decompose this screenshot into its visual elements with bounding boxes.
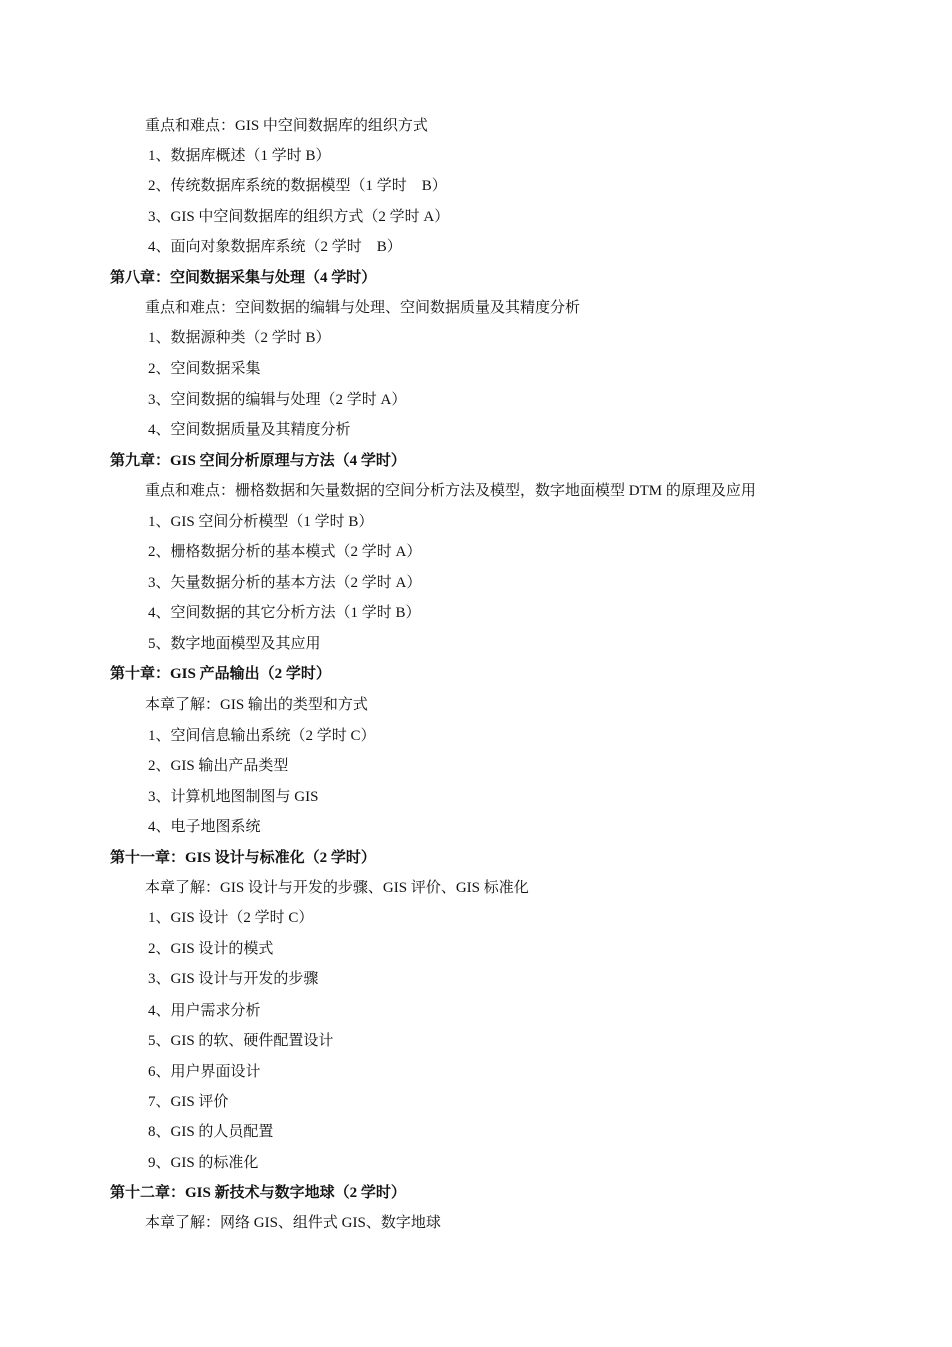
- list-item: 3、GIS 中空间数据库的组织方式（2 学时 A）: [148, 209, 450, 225]
- list-item: 2、栅格数据分析的基本模式（2 学时 A）: [148, 544, 422, 560]
- chapter-heading: 第十一章：GIS 设计与标准化（2 学时）: [110, 850, 376, 866]
- list-item: 2、传统数据库系统的数据模型（1 学时 B）: [148, 178, 447, 194]
- list-item: 5、数字地面模型及其应用: [148, 636, 321, 652]
- chapter-heading: 第八章：空间数据采集与处理（4 学时）: [110, 270, 377, 286]
- list-item: 3、空间数据的编辑与处理（2 学时 A）: [148, 392, 407, 408]
- list-item: 9、GIS 的标准化: [148, 1155, 259, 1171]
- list-item: 5、GIS 的软、硬件配置设计: [148, 1033, 334, 1049]
- chapter-heading: 第九章：GIS 空间分析原理与方法（4 学时）: [110, 453, 406, 469]
- list-item: 4、面向对象数据库系统（2 学时 B）: [148, 239, 402, 255]
- chapter-heading: 第十章：GIS 产品输出（2 学时）: [110, 666, 331, 682]
- list-item: 2、空间数据采集: [148, 361, 261, 377]
- section-keypoints: 重点和难点：空间数据的编辑与处理、空间数据质量及其精度分析: [145, 300, 581, 316]
- list-item: 4、空间数据的其它分析方法（1 学时 B）: [148, 605, 421, 621]
- list-item: 6、用户界面设计: [148, 1064, 261, 1080]
- chapter-heading: 第十二章：GIS 新技术与数字地球（2 学时）: [110, 1185, 406, 1201]
- list-item: 1、GIS 设计（2 学时 C）: [148, 910, 314, 926]
- section-keypoints: 重点和难点：GIS 中空间数据库的组织方式: [145, 118, 428, 134]
- list-item: 4、用户需求分析: [148, 1003, 261, 1019]
- section-keypoints: 重点和难点：栅格数据和矢量数据的空间分析方法及模型，数字地面模型 DTM 的原理及应用: [145, 483, 756, 499]
- list-item: 3、GIS 设计与开发的步骤: [148, 971, 319, 987]
- list-item: 8、GIS 的人员配置: [148, 1124, 274, 1140]
- section-keypoints: 本章了解：GIS 设计与开发的步骤、GIS 评价、GIS 标准化: [145, 880, 529, 896]
- list-item: 2、GIS 设计的模式: [148, 941, 274, 957]
- list-item: 1、数据源种类（2 学时 B）: [148, 330, 331, 346]
- list-item: 4、空间数据质量及其精度分析: [148, 422, 351, 438]
- list-item: 3、矢量数据分析的基本方法（2 学时 A）: [148, 575, 422, 591]
- list-item: 1、空间信息输出系统（2 学时 C）: [148, 728, 376, 744]
- list-item: 3、计算机地图制图与 GIS: [148, 789, 319, 805]
- list-item: 2、GIS 输出产品类型: [148, 758, 289, 774]
- list-item: 1、GIS 空间分析模型（1 学时 B）: [148, 514, 374, 530]
- list-item: 7、GIS 评价: [148, 1094, 229, 1110]
- list-item: 1、数据库概述（1 学时 B）: [148, 148, 331, 164]
- list-item: 4、电子地图系统: [148, 819, 261, 835]
- section-keypoints: 本章了解：GIS 输出的类型和方式: [145, 697, 368, 713]
- section-keypoints: 本章了解：网络 GIS、组件式 GIS、数字地球: [145, 1215, 441, 1231]
